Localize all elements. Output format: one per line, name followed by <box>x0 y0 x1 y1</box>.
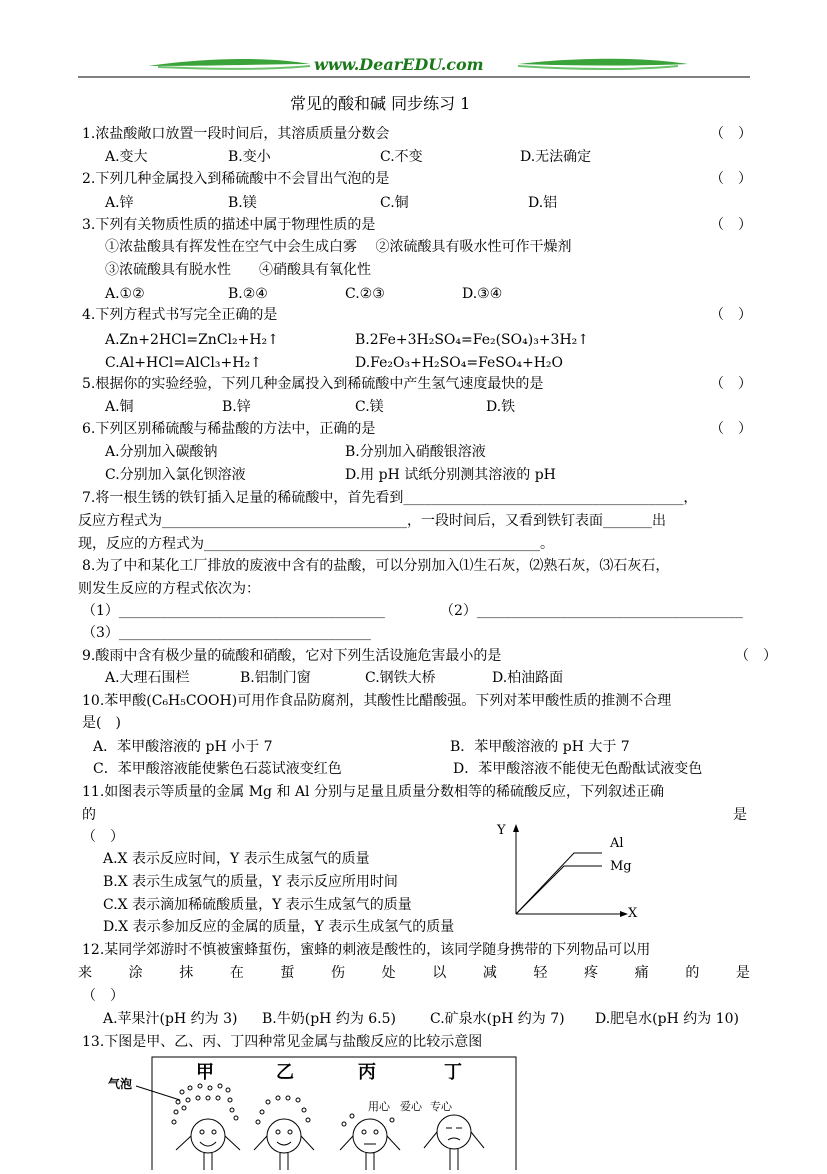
q1-option-d: D.无法确定 <box>520 149 592 165</box>
q9-option-c: C.钢铁大桥 <box>365 670 436 686</box>
q3-option-d: D.③④ <box>462 286 503 302</box>
q6-option-d: D.用 pH 试纸分别测其溶液的 pH <box>345 467 556 483</box>
q12-char: 的 <box>685 965 700 981</box>
q12-char: 涂 <box>128 965 143 981</box>
caption-yongxin: 用心 <box>368 1100 390 1113</box>
q2-option-a: A.锌 <box>105 195 134 211</box>
q8-blank-1: （1）______________________________________ <box>82 603 385 619</box>
q3-option-b: B.②④ <box>228 286 268 302</box>
page-title: 常见的酸和碱 同步练习 1 <box>290 94 471 113</box>
q12-char: 轻 <box>533 965 548 981</box>
q12-char: 蜇 <box>280 965 295 981</box>
q5-option-d: D.铁 <box>486 399 516 415</box>
q11-option-d: D.X 表示参加反应的金属的质量，Y 表示生成氢气的质量 <box>103 919 455 935</box>
q10-line-2: 是( ) <box>82 715 121 731</box>
caption-aixin: 爱心 <box>400 1100 422 1113</box>
q12-line-1: 12.某同学郊游时不慎被蜜蜂蜇伤，蜜蜂的刺液是酸性的，该同学随身携带的下列物品可以用 <box>82 942 651 958</box>
q3-bracket: （ ） <box>710 217 752 233</box>
q7-line-1: 7.将一根生锈的铁钉插入足量的稀硫酸中，首先看到________________________________________， <box>82 490 698 506</box>
mg-label: Mg <box>610 859 632 874</box>
q12-char: 在 <box>229 965 244 981</box>
q2-option-b: B.镁 <box>228 195 257 211</box>
q12-line-2 <box>78 964 750 982</box>
q11-graph <box>492 820 652 920</box>
q12-bracket: （ ） <box>82 988 124 1004</box>
q8-blank-3: （3）____________________________________ <box>82 625 371 641</box>
q11-line-1: 11.如图表示等质量的金属 Mg 和 Al 分别与足量且质量分数相等的稀硫酸反应，下列叙述正确 <box>82 784 664 800</box>
q9-option-d: D.柏油路面 <box>492 670 564 686</box>
q2-bracket: （ ） <box>710 171 752 187</box>
q3-statements-1: ①浓盐酸具有挥发性在空气中会生成白雾 ②浓硫酸具有吸水性可作干燥剂 <box>105 239 572 255</box>
q6-option-b: B.分别加入硝酸银溶液 <box>345 444 486 460</box>
q11-line-2-right: 是 <box>733 807 747 823</box>
y-axis-label: Y <box>497 823 506 838</box>
caption-zhuanxin: 专心 <box>430 1100 452 1113</box>
q12-char: 处 <box>381 965 396 981</box>
q12-option-c: C.矿泉水(pH 约为 7) <box>430 1011 565 1027</box>
q11-option-b: B.X 表示生成氢气的质量，Y 表示反应所用时间 <box>103 874 398 890</box>
face-jia <box>176 1119 240 1170</box>
y-axis-arrow-icon <box>513 824 519 832</box>
q12-char: 伤 <box>331 965 346 981</box>
q13-figure <box>108 1056 518 1170</box>
q4-option-b: B.2Fe+3H₂SO₄=Fe₂(SO₄)₃+3H₂↑ <box>355 332 590 348</box>
q12-option-a: A.苹果汁(pH 约为 3) <box>103 1011 238 1027</box>
q3-stem: 3.下列有关物质性质的描述中属于物理性质的是 <box>82 217 376 233</box>
al-curve <box>516 853 602 914</box>
q10-option-a: A．苯甲酸溶液的 pH 小于 7 <box>93 739 273 755</box>
q9-stem: 9.酸雨中含有极少量的硫酸和硝酸，它对下列生活设施危害最小的是 <box>82 648 502 664</box>
q12-char: 减 <box>482 965 497 981</box>
q12-char: 以 <box>432 965 447 981</box>
q12-char: 疼 <box>584 965 599 981</box>
q1-option-b: B.变小 <box>228 149 271 165</box>
q2-option-c: C.铜 <box>380 195 409 211</box>
q5-option-b: B.锌 <box>222 399 251 415</box>
q3-statements-2: ③浓硫酸具有脱水性 ④硝酸具有氧化性 <box>105 262 371 278</box>
face-yi <box>254 1119 314 1170</box>
x-axis-label: X <box>628 906 638 920</box>
q11-line-2-left: 的 <box>82 807 96 823</box>
q1-bracket: （ ） <box>710 126 752 142</box>
bubbles-yi <box>256 1096 310 1124</box>
q2-option-d: D.铝 <box>528 195 558 211</box>
q6-option-a: A.分别加入碳酸钠 <box>105 444 218 460</box>
q11-graph-svg <box>492 820 652 920</box>
q3-option-a: A.①② <box>105 286 145 302</box>
q11-option-c: C.X 表示滴加稀硫酸质量，Y 表示生成氢气的质量 <box>103 897 412 913</box>
q1-stem: 1.浓盐酸敞口放置一段时间后，其溶质质量分数会 <box>82 126 390 142</box>
q5-option-a: A.铜 <box>105 399 134 415</box>
q8-line-1: 8.为了中和某化工厂排放的废液中含有的盐酸，可以分别加入⑴生石灰，⑵熟石灰，⑶石灰石， <box>82 558 670 574</box>
q12-char: 抹 <box>179 965 194 981</box>
q10-line-1: 10.苯甲酸(C₆H₅COOH)可用作食品防腐剂，其酸性比醋酸强。下列对苯甲酸性质的推测不合理 <box>82 693 672 709</box>
metal-label-jia: 甲 <box>196 1062 214 1083</box>
bubbles-bing <box>342 1114 394 1126</box>
q9-option-a: A.大理石围栏 <box>105 670 190 686</box>
bubble-pointer <box>136 1086 180 1100</box>
q3-option-c: C.②③ <box>345 286 385 302</box>
q12-char: 是 <box>735 965 750 981</box>
q6-bracket: （ ） <box>710 421 752 437</box>
metal-label-ding: 丁 <box>444 1062 462 1083</box>
q11-option-a: A.X 表示反应时间，Y 表示生成氢气的质量 <box>103 851 370 867</box>
metal-label-bing: 丙 <box>358 1062 376 1083</box>
face-bing <box>340 1119 400 1170</box>
q5-option-c: C.镁 <box>355 399 384 415</box>
q13-stem: 13.下图是甲、乙、丙、丁四种常见金属与盐酸反应的比较示意图 <box>82 1034 483 1050</box>
q12-option-d: D.肥皂水(pH 约为 10) <box>595 1011 739 1027</box>
bubbles-jia <box>172 1084 238 1124</box>
q13-figure-svg <box>108 1056 518 1170</box>
q4-option-d: D.Fe₂O₃+H₂SO₄=FeSO₄+H₂O <box>355 355 564 371</box>
q10-option-d: D．苯甲酸溶液不能使无色酚酞试液变色 <box>453 761 703 777</box>
q12-option-b: B.牛奶(pH 约为 6.5) <box>262 1011 396 1027</box>
q5-stem: 5.根据你的实验经验，下列几种金属投入到稀硫酸中产生氢气速度最快的是 <box>82 376 544 392</box>
site-logo-text: www.DearEDU.com <box>314 55 484 74</box>
q1-option-a: A.变大 <box>105 149 148 165</box>
header-banner <box>78 52 750 80</box>
al-label: Al <box>610 836 624 851</box>
q9-option-b: B.铝制门窗 <box>240 670 311 686</box>
q7-line-2: 反应方程式为___________________________________，一段时间后，又看到铁钉表面_______出 <box>78 513 666 529</box>
metal-label-yi: 乙 <box>276 1062 294 1083</box>
q6-option-c: C.分别加入氯化钡溶液 <box>105 467 246 483</box>
q7-line-3: 现，反应的方程式为________________________________________________。 <box>78 536 554 552</box>
x-axis-arrow-icon <box>620 911 628 917</box>
face-ding <box>424 1115 484 1170</box>
q10-option-c: C．苯甲酸溶液能使紫色石蕊试液变红色 <box>93 761 342 777</box>
q12-char: 来 <box>78 965 92 981</box>
q1-option-c: C.不变 <box>380 149 423 165</box>
q10-option-b: B．苯甲酸溶液的 pH 大于 7 <box>450 739 630 755</box>
q11-bracket: （ ） <box>82 829 124 845</box>
q4-bracket: （ ） <box>710 307 752 323</box>
q2-stem: 2.下列几种金属投入到稀硫酸中不会冒出气泡的是 <box>82 171 390 187</box>
q5-bracket: （ ） <box>710 376 752 392</box>
q9-bracket: （ ） <box>735 648 777 664</box>
q12-char: 痛 <box>634 965 649 981</box>
q4-stem: 4.下列方程式书写完全正确的是 <box>82 307 278 323</box>
q8-blank-2: （2）______________________________________ <box>440 603 743 619</box>
mg-curve <box>516 866 602 914</box>
q4-option-c: C.Al+HCl=AlCl₃+H₂↑ <box>105 355 262 371</box>
q6-stem: 6.下列区别稀硫酸与稀盐酸的方法中，正确的是 <box>82 421 376 437</box>
bubble-label: 气泡 <box>108 1077 133 1091</box>
q4-option-a: A.Zn+2HCl=ZnCl₂+H₂↑ <box>105 332 279 348</box>
q8-line-2: 则发生反应的方程式依次为： <box>78 581 260 597</box>
